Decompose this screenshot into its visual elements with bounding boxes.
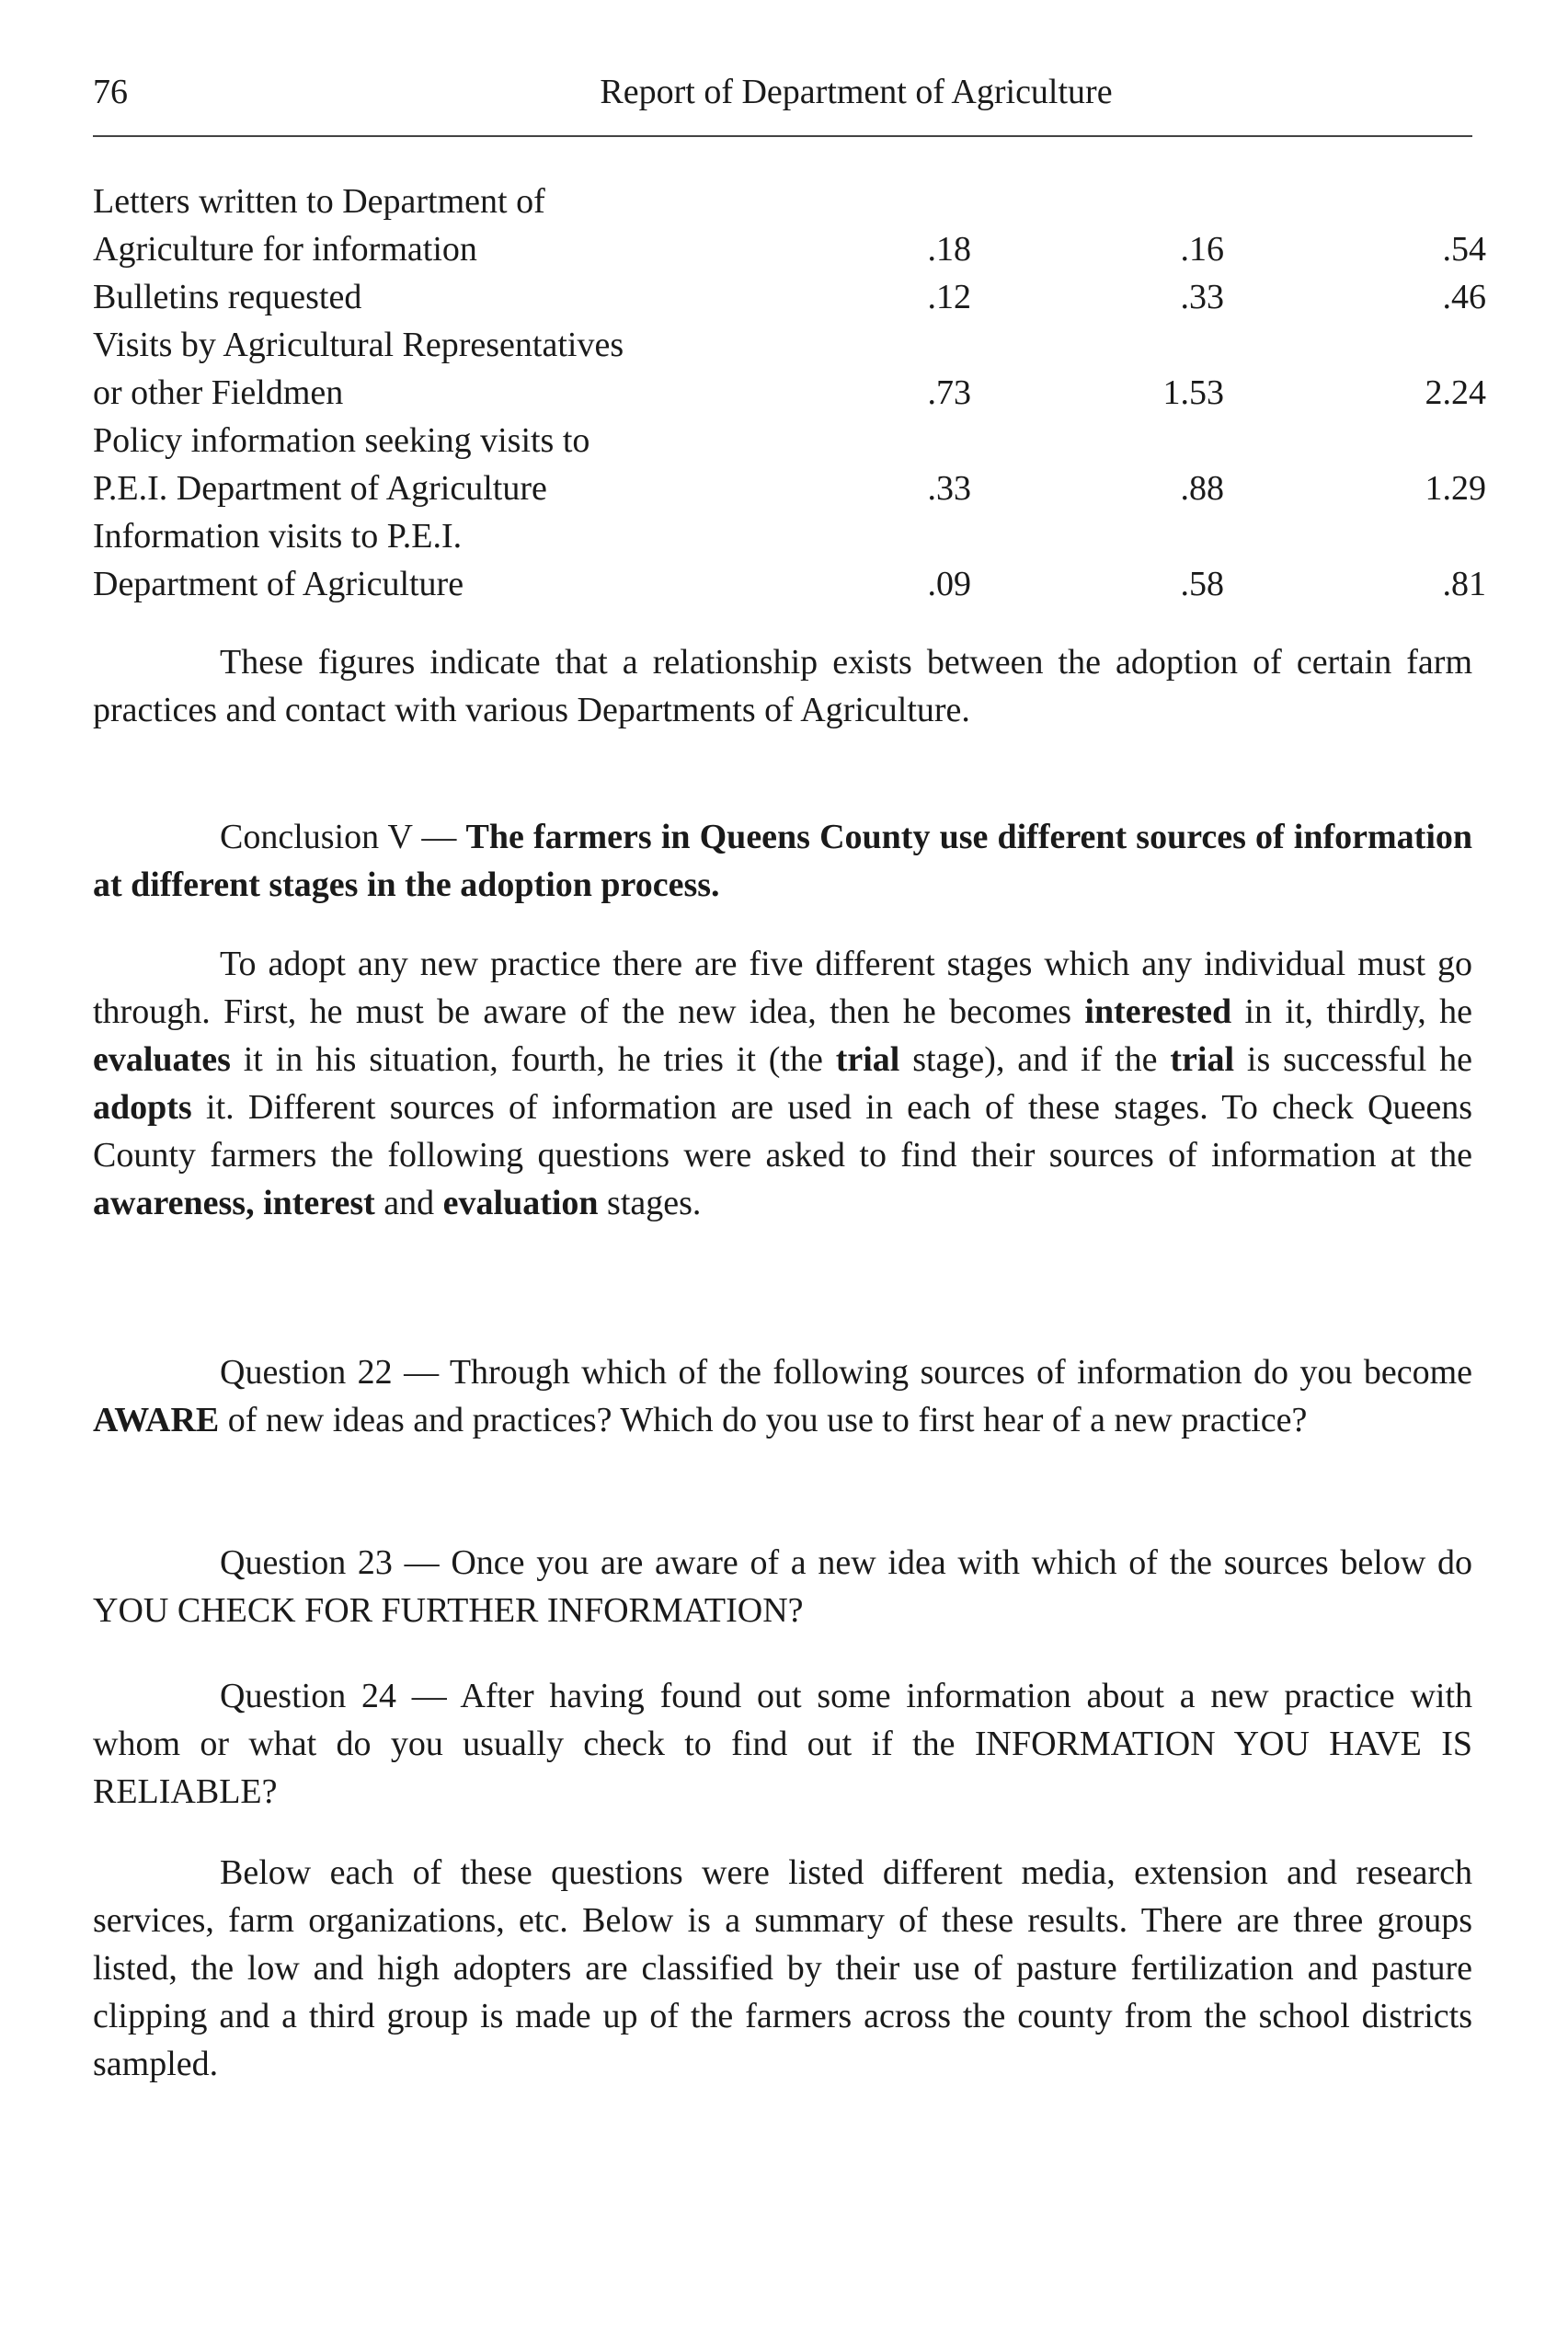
bold-term: awareness, interest (93, 1184, 375, 1222)
text-run: of new ideas and practices? Which do you use to first hear of a new practice? (219, 1401, 1308, 1439)
table-row (93, 417, 1486, 512)
question-24 (93, 1672, 1472, 1816)
conclusion-prefix: Conclusion V — (220, 818, 466, 856)
statistics-table (93, 178, 1486, 608)
row-label: Information visits to P.E.I. Department of Agriculture (93, 517, 464, 603)
value-col-2: .58 (1180, 565, 1224, 603)
paragraph-summary (93, 1849, 1472, 2088)
row-label: Visits by Agricultural Representatives or other Fieldmen (93, 326, 624, 412)
text-run: it. Different sources of information are used in each of these stages. To check Queens County farmers the following questions were asked to find their sources of information at the (93, 1088, 1472, 1175)
value-col-1: .33 (927, 469, 971, 508)
bold-term: AWARE (93, 1401, 220, 1439)
row-label: Letters written to Department of Agriculture for information (93, 182, 545, 269)
question-22 (93, 1348, 1472, 1444)
question-text: Question 24 — After having found out some information about a new practice with whom or what do you usually check to find out if the INFORMATION YOU HAVE IS RELIABLE? (93, 1677, 1472, 1811)
bold-term: interested (1084, 992, 1232, 1031)
value-col-1: .18 (927, 230, 971, 269)
value-col-1: .73 (927, 373, 971, 412)
question-23 (93, 1539, 1472, 1634)
value-col-2: .16 (1180, 230, 1224, 269)
row-label: Bulletins requested (93, 278, 362, 316)
page-number: 76 (93, 73, 128, 111)
bold-term: trial (1170, 1040, 1235, 1079)
running-title: Report of Department of Agriculture (600, 73, 1113, 111)
value-col-3: .54 (1442, 230, 1486, 269)
bold-term: evaluates (93, 1040, 231, 1079)
value-col-3: 1.29 (1425, 469, 1486, 508)
text-run: stages. (598, 1184, 702, 1222)
table-row (93, 178, 1486, 273)
value-col-3: .46 (1442, 278, 1486, 316)
text-run: and (374, 1184, 443, 1222)
text-run: Question 22 — Through which of the following sources of information do you become (220, 1353, 1472, 1392)
header-rule (93, 135, 1472, 137)
paragraph-text: These figures indicate that a relationship exists between the adoption of certain farm practices and contact with various Departments of Agriculture. (93, 643, 1472, 729)
bold-term: evaluation (442, 1184, 599, 1222)
text-run: in it, thirdly, he (1231, 992, 1472, 1031)
table-row (93, 321, 1486, 417)
value-col-2: 1.53 (1162, 373, 1224, 412)
question-text: Question 23 — Once you are aware of a new idea with which of the sources below do YOU CHECK FOR FURTHER INFORMATION? (93, 1543, 1472, 1630)
text-run: it in his situation, fourth, he tries it (the (230, 1040, 836, 1079)
text-run: is successful he (1234, 1040, 1472, 1079)
value-col-1: .09 (927, 565, 971, 603)
value-col-2: .33 (1180, 278, 1224, 316)
text-run: stage), and if the (899, 1040, 1171, 1079)
bold-term: trial (835, 1040, 900, 1079)
value-col-3: .81 (1442, 565, 1486, 603)
text-run: To adopt any new practice there are five different stages which any individual must go through. First, he must be aware of the new idea, then he becomes (93, 945, 1472, 1031)
paragraph-text: Below each of these questions were listed different media, extension and research services, farm organizations, etc. Below is a summary of these results. There are three groups listed, the low and high adopters are classified by their use of pasture fertilization and pasture clipping and a third group is made up of the farmers across the county from the school districts sampled. (93, 1853, 1472, 2083)
value-col-1: .12 (927, 278, 971, 316)
question-text (93, 1348, 1472, 1444)
paragraph-relationship (93, 638, 1472, 734)
conclusion-text (93, 813, 1472, 909)
table-row (93, 512, 1486, 608)
conclusion-statement: The farmers in Queens County use different sources of information at different stages in the adoption process. (93, 818, 1473, 904)
conclusion-paragraph (93, 813, 1472, 909)
paragraph-adoption-stages (93, 940, 1472, 1227)
bold-term: adopts (93, 1088, 192, 1127)
paragraph-text (93, 940, 1472, 1227)
value-col-3: 2.24 (1425, 373, 1486, 412)
table-row (93, 273, 1486, 321)
row-label: Policy information seeking visits to P.E.I. Department of Agriculture (93, 421, 590, 508)
value-col-2: .88 (1180, 469, 1224, 508)
page-header (93, 72, 1472, 127)
